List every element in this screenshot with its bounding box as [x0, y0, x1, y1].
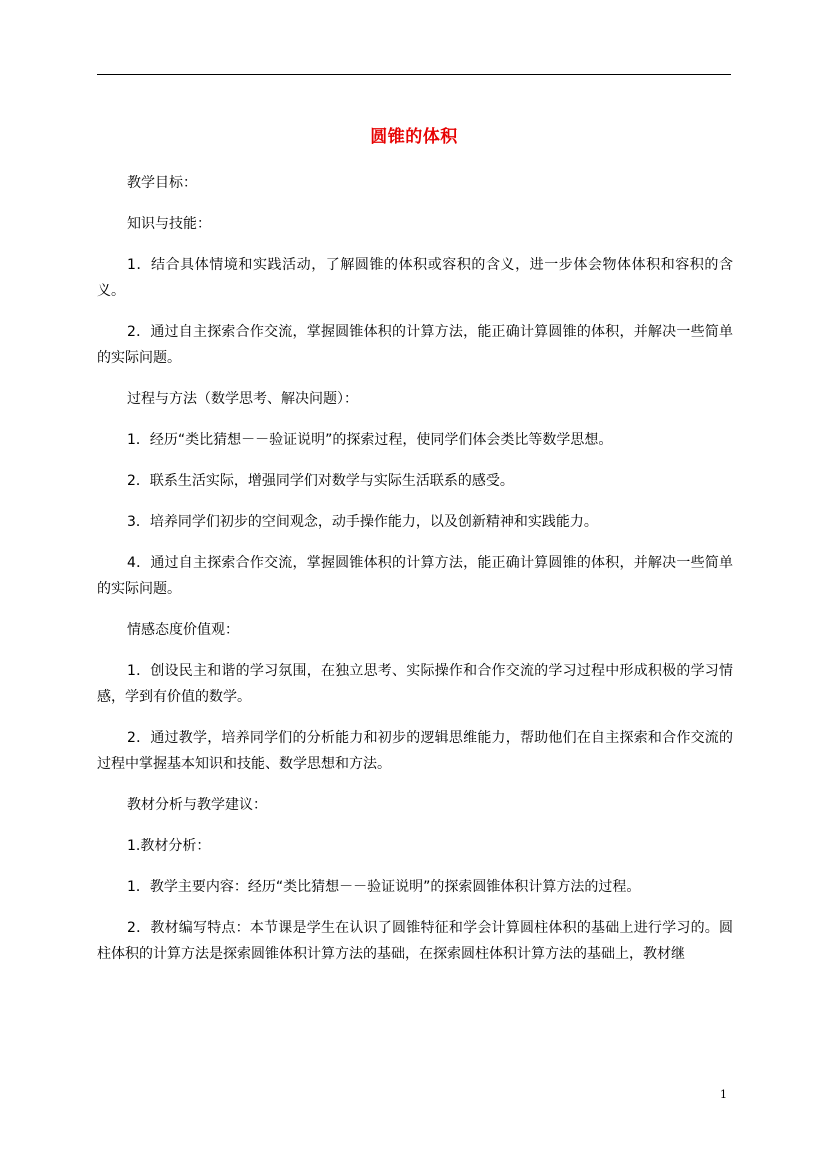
paragraph: 2．通过教学，培养同学们的分析能力和初步的逻辑思维能力，帮助他们在自主探索和合作交流的过程中掌握基本知识和技能、数学思想和方法。 — [97, 730, 733, 772]
paragraph: 1．经历“类比猜想－－验证说明”的探索过程，使同学们体会类比等数学思想。 — [127, 432, 613, 448]
paragraph: 3．培养同学们初步的空间观念，动手操作能力，以及创新精神和实践能力。 — [127, 514, 598, 530]
paragraph: 1．创设民主和谐的学习氛围，在独立思考、实际操作和合作交流的学习过程中形成积极的学习情感，学到有价值的数学。 — [97, 663, 733, 705]
paragraph: 2．通过自主探索合作交流，掌握圆锥体积的计算方法，能正确计算圆锥的体积，并解决一些简单的实际问题。 — [97, 324, 733, 366]
paragraph: 知识与技能： — [127, 216, 211, 232]
header-rule — [97, 74, 731, 75]
paragraph: 1.教材分析： — [127, 838, 211, 854]
paragraph: 1．结合具体情境和实践活动，了解圆锥的体积或容积的含义，进一步体会物体体积和容积的含义。 — [97, 257, 733, 299]
paragraph: 过程与方法（数学思考、解决问题）： — [127, 391, 358, 407]
paragraph: 1．教学主要内容：经历“类比猜想－－验证说明”的探索圆锥体积计算方法的过程。 — [127, 879, 641, 895]
document-title: 圆锥的体积 — [370, 127, 458, 147]
paragraph: 4．通过自主探索合作交流，掌握圆锥体积的计算方法，能正确计算圆锥的体积，并解决一些简单的实际问题。 — [97, 555, 733, 597]
paragraph: 情感态度价值观： — [127, 622, 239, 638]
paragraph: 2．教材编写特点：本节课是学生在认识了圆锥特征和学会计算圆柱体积的基础上进行学习的。圆柱体积的计算方法是探索圆锥体积计算方法的基础，在探索圆柱体积计算方法的基础上，教材继 — [97, 920, 733, 962]
paragraph: 2．联系生活实际，增强同学们对数学与实际生活联系的感受。 — [127, 473, 514, 489]
paragraph: 教材分析与教学建议： — [127, 797, 267, 813]
paragraph: 教学目标： — [127, 175, 197, 191]
page-number: 1 — [720, 1088, 727, 1101]
document-body — [97, 170, 733, 982]
